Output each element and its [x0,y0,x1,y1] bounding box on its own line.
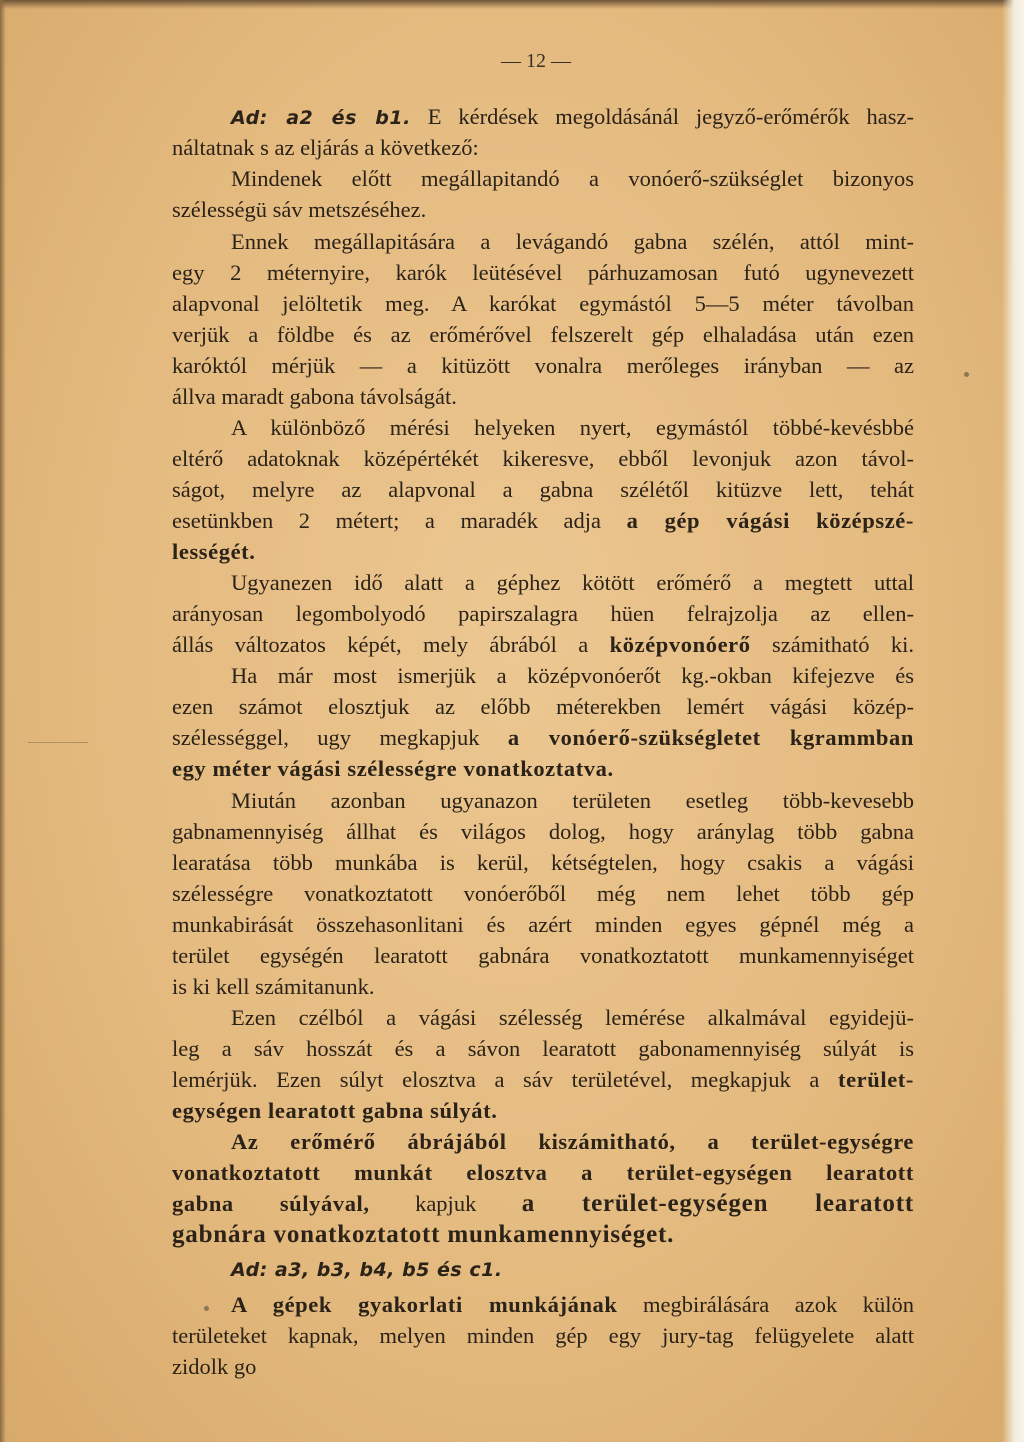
text-line: munkabirását összehasonlitani és azért minden egyes gépnél még a [172,912,914,937]
text-line: gabna súlyával, kapjuk a terület-egységen learatott [172,1190,914,1217]
text-line: ságot, melyre az alapvonal a gabna szélétől kitüzve lett, tehát [172,477,914,502]
bold-phrase: lességét. [172,539,256,564]
bold-phrase: egy méter vágási szélességre vonatkoztatva. [172,756,614,781]
section-reference: Ad: a3, b3, b4, b5 és c1. [231,1259,503,1281]
text-line: terület egységén learatott gabnára vonatkoztatott munkamennyiséget [172,943,914,968]
text-line: szélességre vonatkoztatott vonóerőből még nem lehet több gép [172,881,914,906]
bold-phrase: terület- [837,1067,914,1092]
margin-mark [28,742,88,743]
text-line: Ugyanezen idő alatt a géphez kötött erőmérő a megtett uttal [231,570,914,595]
text-line: ezen számot elosztjuk az előbb méterekben lemért vágási közép- [172,694,914,719]
text-line: egy 2 méternyire, karók leütésével párhuzamosan futó ugynevezett [172,260,914,285]
text-line: Ha már most ismerjük a középvonóerőt kg.-okban kifejezve és [231,663,914,688]
text-line [172,1157,914,1188]
text-line: Ad: a2 és b1. E kérdések megoldásánál jegyző-erőmérők hasz- [231,104,914,129]
text-line: gabnamennyiség állhat és világos dolog, hogy aránylag több gabna [172,819,914,844]
text-line [172,1219,914,1250]
emphasis-phrase: gabnára vonatkoztatott munkamennyiséget. [172,1221,675,1248]
text-line: karóktól mérjük — a kitüzött vonalra merőleges irányban — az [172,353,914,378]
text-line: szélességgel, ugy megkapjuk a vonóerő-szükségletet kgrammban [172,725,914,750]
text-line: learatása több munkába is kerül, kétségtelen, hogy csakis a vágási [172,850,914,875]
bold-phrase: Az erőmérő ábrájából kiszámitható, a terület-egységre [231,1129,914,1154]
text-line: is ki kell számitanunk. [172,974,375,999]
bold-phrase: vonatkoztatott munkát elosztva a terület-egységen learatott [172,1160,914,1185]
text-line: esetünkben 2 métert; a maradék adja a gép vágási középszé- [172,508,914,533]
text-line: náltatnak s az eljárás a következő: [172,135,479,160]
page-number: — 12 — [501,50,571,72]
bold-phrase: egységen learatott gabna súlyát. [172,1098,498,1123]
text-line [172,1095,914,1126]
text-line: A gépek gyakorlati munkájának megbirálására azok külön [231,1292,914,1317]
bold-phrase: a gép vágási középszé- [626,508,914,533]
speck [204,1306,209,1311]
text-line: A különböző mérési helyeken nyert, egymástól többé-kevésbbé [231,415,914,440]
text-line: alapvonal jelöltetik meg. A karókat egymástól 5—5 méter távolban [172,291,914,316]
text-line: Mindenek előtt megállapitandó a vonóerő-szükséglet bizonyos [231,166,914,191]
page-edge-left [0,0,6,1442]
text-line: zidolk go [172,1354,257,1379]
bold-phrase: gabna súlyával, [172,1191,370,1216]
section-reference: Ad: a2 és b1. [231,107,411,129]
bold-phrase: a vonóerő-szükségletet kgrammban [507,725,914,750]
text-line: Ennek megállapitására a levágandó gabna szélén, attól mint- [231,229,914,254]
text-line: állva maradt gabona távolságát. [172,384,457,409]
bold-phrase: középvonóerő [609,632,751,657]
text-line: arányosan legombolyodó papirszalagra hüen felrajzolja az ellen- [172,601,914,626]
text-line [231,1253,914,1284]
text-line: állás változatos képét, mely ábrából a középvonóerő számitható ki. [172,632,914,657]
text-line: Ezen czélból a vágási szélesség lemérése alkalmával egyidejü- [231,1005,914,1030]
page-edge-right [1002,0,1024,1442]
text-line: eltérő adatoknak középértékét kikeresve, ebből levonjuk azon távol- [172,446,914,471]
text-line: Miután azonban ugyanazon területen esetleg több-kevesebb [231,788,914,813]
text-line: lemérjük. Ezen súlyt elosztva a sáv területével, megkapjuk a terület- [172,1067,914,1092]
text-line [172,753,914,784]
text-line: területeket kapnak, melyen minden gép egy jury-tag felügyelete alatt [172,1323,914,1348]
text-line: leg a sáv hosszát és a sávon learatott gabonamennyiség súlyát is [172,1036,914,1061]
speck [964,372,969,377]
bold-phrase: A gépek gyakorlati munkájának [231,1292,618,1317]
text-line: verjük a földbe és az erőmérővel felszerelt gép elhaladása után ezen [172,322,914,347]
emphasis-phrase: a terület-egységen learatott [521,1190,914,1217]
text-line [172,536,914,567]
page-edge-top [0,0,1024,9]
text-line: szélességü sáv metszéséhez. [172,197,427,222]
text-line [231,1126,914,1157]
